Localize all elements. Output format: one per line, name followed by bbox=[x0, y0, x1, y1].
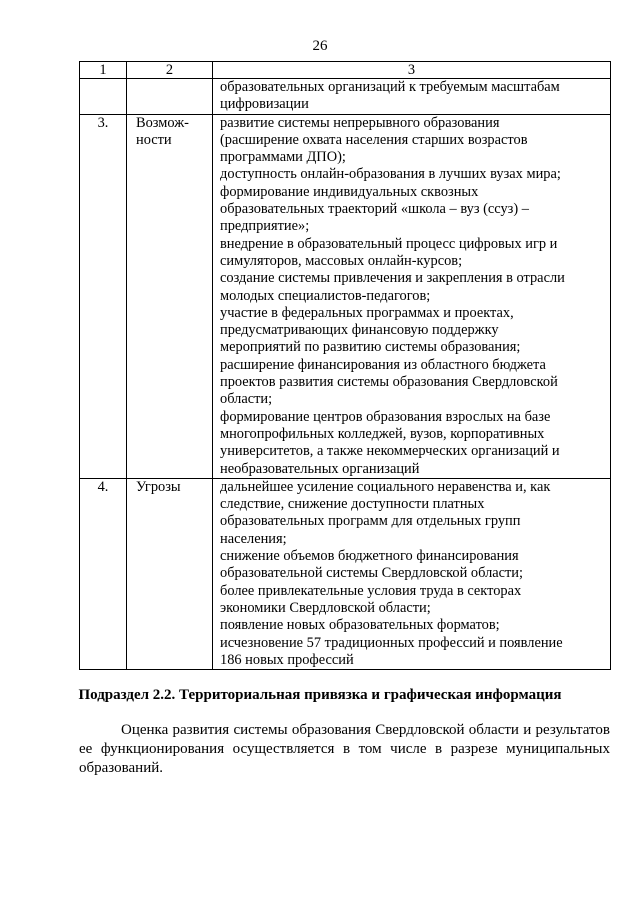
paragraph-line: Оценка развития системы образования Свердловской области и результатов bbox=[121, 722, 610, 738]
item-line: формирование индивидуальных сквозных bbox=[220, 183, 479, 200]
column-header: 2 bbox=[127, 62, 213, 79]
item-line: симуляторов, массовых онлайн-курсов; bbox=[220, 252, 463, 269]
item-line: университетов, а также некоммерческих организаций и bbox=[220, 443, 560, 460]
item-line: 186 новых профессий bbox=[220, 651, 354, 668]
item-line: внедрение в образовательный процесс цифровых игр и bbox=[220, 235, 558, 252]
item-line: образовательных траекторий «школа – вуз (ссуз) – bbox=[220, 201, 529, 218]
item-line: программами ДПО); bbox=[220, 149, 346, 166]
item-line: развитие системы непрерывного образования bbox=[220, 114, 500, 131]
row-number: 4. bbox=[80, 478, 127, 669]
item-line: формирование центров образования взрослых на базе bbox=[220, 408, 551, 425]
item-line: дальнейшее усиление социального неравенства и, как bbox=[220, 478, 551, 495]
item-line: образовательных организаций к требуемым масштабам bbox=[220, 79, 560, 95]
item-line: образовательных программ для отдельных групп bbox=[220, 513, 521, 530]
row-category bbox=[127, 114, 213, 478]
item-line: более привлекательные условия труда в секторах bbox=[220, 582, 522, 599]
item-line: молодых специалистов-педагогов; bbox=[220, 287, 431, 304]
item-line: мероприятий по развитию системы образования; bbox=[220, 339, 521, 356]
table-row bbox=[80, 478, 611, 669]
item-line: необразовательных организаций bbox=[220, 460, 420, 477]
item-line: проектов развития системы образования Свердловской bbox=[220, 374, 558, 391]
item-line: предусматривающих финансовую поддержку bbox=[220, 322, 499, 339]
category-line: ности bbox=[136, 131, 172, 148]
item-line: доступность онлайн-образования в лучших вузах мира; bbox=[220, 166, 561, 183]
item-line: предприятие»; bbox=[220, 218, 310, 235]
item-line: участие в федеральных программах и проектах, bbox=[220, 304, 514, 321]
body-paragraph bbox=[79, 721, 610, 778]
row-category bbox=[127, 478, 213, 669]
item-line: многопрофильных колледжей, вузов, корпоративных bbox=[220, 425, 545, 442]
item-line: появление новых образовательных форматов; bbox=[220, 617, 500, 634]
table-header-row bbox=[80, 62, 611, 79]
column-header: 1 bbox=[80, 62, 127, 79]
item-line: исчезновение 57 традиционных профессий и появление bbox=[220, 634, 563, 651]
item-line: образовательной системы Свердловской области; bbox=[220, 565, 524, 582]
item-line: населения; bbox=[220, 530, 287, 547]
item-line: следствие, снижение доступности платных bbox=[220, 496, 485, 513]
row-items bbox=[213, 114, 611, 478]
item-line: расширение финансирования из областного бюджета bbox=[220, 356, 546, 373]
category-line: Возмож- bbox=[136, 114, 189, 131]
row-items bbox=[213, 79, 611, 115]
swot-table bbox=[79, 61, 611, 670]
item-line: области; bbox=[220, 391, 273, 408]
item-line: цифровизации bbox=[220, 96, 309, 113]
table-row bbox=[80, 79, 611, 115]
row-category bbox=[127, 79, 213, 115]
item-line: (расширение охвата населения старших возрастов bbox=[220, 131, 528, 148]
page-number: 26 bbox=[312, 38, 328, 54]
paragraph-line: ее функционирования осуществляется в том числе в разрезе муниципальных bbox=[79, 741, 610, 757]
row-items bbox=[213, 478, 611, 669]
paragraph-line: образований. bbox=[79, 760, 164, 776]
section-heading: Подраздел 2.2. Территориальная привязка и графическая информация bbox=[78, 687, 562, 703]
category-line: Угрозы bbox=[136, 478, 181, 495]
row-number bbox=[80, 79, 127, 115]
column-header: 3 bbox=[213, 62, 611, 79]
item-line: экономики Свердловской области; bbox=[220, 599, 431, 616]
item-line: создание системы привлечения и закрепления в отрасли bbox=[220, 270, 565, 287]
item-line: снижение объемов бюджетного финансирования bbox=[220, 548, 519, 565]
table-row bbox=[80, 114, 611, 478]
row-number: 3. bbox=[80, 114, 127, 478]
